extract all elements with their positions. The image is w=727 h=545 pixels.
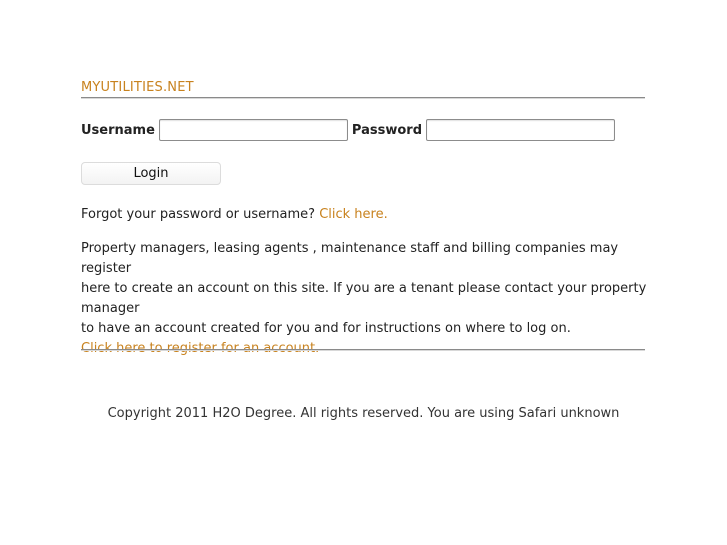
password-input[interactable] — [426, 119, 615, 141]
username-input[interactable] — [159, 119, 348, 141]
forgot-link[interactable]: Click here. — [319, 207, 388, 222]
password-label: Password — [351, 122, 423, 138]
forgot-text: Forgot your password or username? — [81, 207, 316, 222]
info-line-3: to have an account created for you and for instructions on where to log on. — [81, 321, 571, 336]
info-line-1: Property managers, leasing agents , maintenance staff and billing companies may register — [81, 241, 619, 276]
site-title: MYUTILITIES.NET — [81, 80, 194, 95]
login-button[interactable]: Login — [81, 162, 221, 185]
forgot-credentials — [81, 207, 388, 223]
registration-info — [81, 239, 651, 359]
copyright-text: Copyright 2011 H2O Degree. All rights reserved. You are using Safari unknown — [107, 406, 620, 421]
username-label: Username — [81, 122, 155, 138]
footer-divider — [81, 349, 645, 351]
info-line-2: here to create an account on this site. If you are a tenant please contact your property manager — [81, 281, 647, 316]
header-divider — [81, 97, 645, 99]
footer — [0, 406, 727, 421]
register-link[interactable]: Click here to register for an account. — [81, 341, 320, 356]
login-form — [81, 119, 619, 141]
